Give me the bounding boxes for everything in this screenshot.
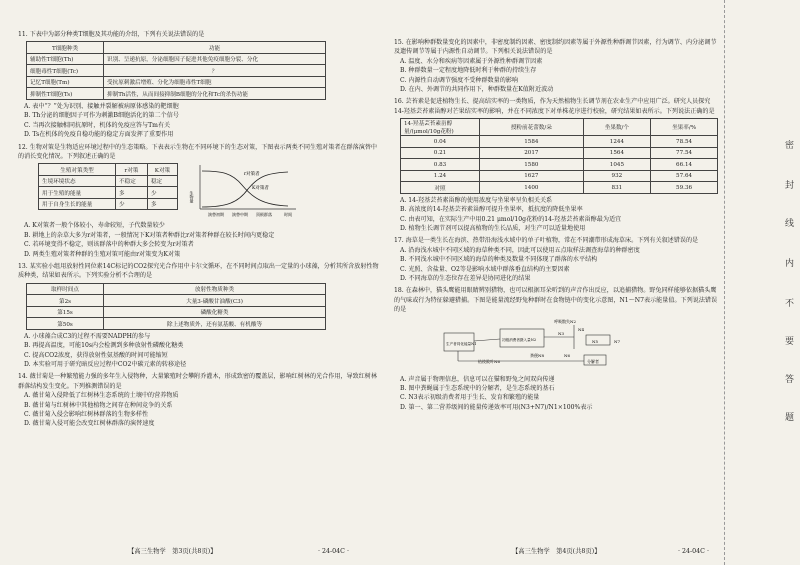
table-cell: 831: [583, 182, 650, 194]
diagram-label: N6: [564, 352, 571, 358]
k-strategy-curve: [202, 172, 288, 207]
graph-xtick: 顶极群落: [256, 212, 272, 218]
diagram-label: 枯枝败叶N6: [478, 358, 501, 364]
table-header: 坐果数/个: [583, 119, 650, 136]
table-cell: 记忆T细胞(Tm): [27, 76, 104, 88]
option-a: A. 薇甘菊入侵降低了红树林生态系统的土壤中的营养物质: [24, 392, 179, 400]
option-c: C. 内源性自动调节强度不受种群数量的影响: [400, 76, 519, 84]
option-d: D. 不同海草的生态位存在差异是协同进化的结果: [400, 275, 531, 282]
question-17-stem: 17. 海草是一类生长在海滨、热带沿海浅水域中的单子叶植物，常在不同潮带形成海草床。下列有关叙述错误的是: [394, 237, 699, 245]
question-15: [394, 38, 718, 94]
option-c: C. 由表可知，在实际生产中用0.21 μmol/10g花粉的14-羟基芸苔素甾醇最为适宜: [400, 215, 622, 223]
table-header: 授粉前花蕾数/朵: [480, 119, 584, 136]
graph-curve-label: K对策者: [252, 186, 269, 192]
table-cell: 1584: [480, 136, 584, 148]
option-a: A. 表中“？”处为识别、接触并裂解被病原体感染的靶细胞: [24, 102, 179, 110]
footer-title: 【高三生物学 第3页(共8页)】: [128, 548, 217, 555]
option-b: B. Th分泌的细胞因子可作为刺激B细胞活化的第二个信号: [24, 112, 179, 120]
table-cell: 0.83: [401, 159, 480, 171]
page-footer-code: [318, 548, 349, 555]
question-11: [18, 30, 380, 140]
option-d: D. 薇甘菊入侵可能会改变红树林群落的演替速度: [24, 420, 155, 428]
diagram-label: N3: [558, 330, 565, 336]
table-cell: 大量3-磷酸甘油酸(C3): [104, 295, 326, 307]
table-header: 功能: [104, 42, 326, 54]
footer-title: 【高三生物学 第4页(共8页)】: [512, 548, 601, 555]
graph-ylabel: 生物量: [189, 191, 195, 204]
diagram-label: N5: [592, 338, 599, 344]
table-cell: 0.04: [401, 136, 480, 148]
margin-mark: 密: [785, 141, 795, 151]
question-16-stem: 16. 芸苔素是促进植物生长、提高结实率的一类物质，作为天然植物生长调节剂在农业生产中应用广泛。研究人员探究14-羟基芸苔素甾醇对芒果结实率的影响，并在不同浓度下对单株花序进行校验，研究结果如表所示。下列说法正确的是: [394, 98, 715, 115]
left-page: [0, 0, 388, 565]
margin-mark: 要: [785, 337, 795, 347]
table-cell: 1564: [583, 147, 650, 159]
page-footer: [128, 546, 217, 555]
margin-mark: 封: [785, 181, 795, 191]
table-header: T细胞种类: [27, 42, 104, 54]
question-16-table: [400, 118, 718, 194]
question-13: [18, 262, 380, 369]
question-18-stem: 18. 在森林中，猫头鹰能用眼睛辨别猎物，也可以根据耳朵听到的声音作出反应，以追捕猎物。野兔同样能够依据猫头鹰的气味或行为特征躲避猎捕。下图是能量流经野兔种群时在食物链中的变化示意图，N1～N7表示能量值。下列说法错误的是: [394, 287, 718, 314]
question-11-stem: 11. 下表中为部分种类T细胞及其功能的介绍，下列有关说法错误的是: [18, 31, 205, 38]
option-c: C. 光照、含盐量、O2等是影响水域中群落垂直结构的主要因素: [400, 265, 570, 273]
option-b: B. 种群数量一定程度地降低时利于种群的持续生存: [400, 67, 537, 75]
energy-flow-diagram: [434, 315, 694, 371]
table-cell: 1045: [583, 159, 650, 171]
table-header: 坐果率/%: [651, 119, 718, 136]
footer-code: · 24-04C ·: [678, 548, 709, 555]
option-a: A. 声音属于物理信息，信息可以在猫和野兔之间双向传递: [400, 375, 555, 383]
diagram-label: N7: [614, 338, 621, 344]
table-cell: 不稳定: [116, 175, 148, 187]
option-d: D. 在内、外调节的共同作用下，种群数量在K值附近波动: [400, 86, 554, 94]
table-cell: 对照: [401, 182, 480, 194]
graph-xtick: 演替初期: [208, 212, 224, 218]
table-cell: 1.24: [401, 170, 480, 182]
question-12-stem: 12. 生物对策是生物适应环境过程中的生态策略。下表表示生物在不同环境下的生态对策，下图表示两类不同生殖对策者在群落演替中的消长变化情况。下列叙述正确的是: [18, 143, 377, 160]
diagram-label: 呼吸散失N2: [554, 318, 577, 324]
question-18: [394, 286, 718, 412]
option-a: A. 温度、水分和疾病等因素属于外源性种群调节因素: [400, 57, 543, 65]
option-c: C. 薇甘菊入侵会影响红树林群落的生物多样性: [24, 411, 149, 419]
option-b: B. 高浓度的14-羟基芸苔素甾醇可提升坐果率，抵抗度的降低坐果率: [400, 206, 583, 214]
table-cell: 少: [116, 198, 148, 210]
question-12: [18, 143, 380, 259]
question-13-stem: 13. 某实验小组用放射性同位素14C标记的CO2探究光合作用中卡尔文循环，在不同时间点取出一定量的小球藻，分析其所含放射性物质种类，结果如表所示。下列实验分析不合理的是: [18, 262, 379, 280]
right-page: [388, 0, 724, 565]
option-c: C. 提高CO2浓度，获得放射性氨基酸的时间可能缩短: [24, 351, 168, 359]
table-cell: 59.36: [651, 182, 718, 194]
option-d: D. 两类生殖对策者种群的生殖对策可能由r对策变为K对策: [24, 250, 181, 258]
question-13-table: [26, 283, 326, 330]
option-b: B. 图中粪蝇属于生态系统中的分解者，是生态系统的基石: [400, 385, 555, 393]
option-a: A. K对策者一般个体较小，寿命较短，子代数量较少: [24, 222, 165, 230]
binding-margin: [724, 0, 800, 565]
option-d: D. 植物生长调节剂可以提高植物的生长品质，对生产可以适量地使用: [400, 224, 586, 232]
option-b: B. 不同浅水城中不同区域的海草的种类及数量不同体现了群落的水平结构: [400, 256, 598, 264]
question-17: [394, 236, 718, 283]
question-11-table: [26, 41, 326, 100]
table-cell: 抑制性T细胞(Ts): [27, 88, 104, 100]
option-c: C. 若环境变得不稳定，则该群落中的种群大多会转变为r对策者: [24, 241, 194, 249]
option-a: A. 沿海浅水城中不同区域的海草种类不同，因此可以使用五点取样法调查海草的种群密度: [400, 246, 640, 254]
table-cell: 第15s: [27, 306, 104, 318]
table-cell: 1580: [480, 159, 584, 171]
table-header: r对策: [116, 164, 148, 176]
graph-xtick: 演替中期: [232, 212, 248, 218]
table-cell: 0.21: [401, 147, 480, 159]
succession-graph: [189, 163, 302, 219]
table-cell: 稳定: [147, 175, 177, 187]
table-cell: ？: [104, 65, 326, 77]
table-cell: 1244: [583, 136, 650, 148]
table-cell: 多: [147, 198, 177, 210]
table-cell: 细胞毒性T细胞(Tc): [27, 65, 104, 77]
table-cell: 1400: [480, 182, 584, 194]
table-header: 生殖对策类型: [39, 164, 116, 176]
table-cell: 932: [583, 170, 650, 182]
question-16: [394, 97, 718, 233]
option-b: B. 薇甘菊与红树林中其他植物之间存在种间竞争的关系: [24, 401, 173, 409]
table-header: 取样时间点: [27, 283, 104, 295]
option-d: D. 本实验可用于研究暗反应过程中CO2中碳元素的转移途径: [24, 361, 187, 368]
question-15-stem: 15. 在影响种群数量变化的因素中，非密度制约因素、密度制约因素等属于外源性种群调节因素，行为调节、内分泌调节及遗传调节等属于内源性自动调节。下列相关说法错误的是: [394, 39, 717, 56]
question-14-stem: 14. 薇甘菊是一种繁殖能力强的多年生入侵物种，大量繁殖时会攀附乔灌木，形成致密的覆盖层，影响红树林的光合作用，导致红树林群落结构发生变化。下列推测错误的是: [18, 373, 377, 390]
table-cell: 除上述物质外，还有氨基酸、有机酸等: [104, 318, 326, 330]
table-cell: 少: [147, 187, 177, 199]
footer-code: · 24-04C ·: [318, 548, 349, 555]
margin-mark: 不: [785, 299, 795, 309]
table-cell: 辅助性T细胞(Th): [27, 53, 104, 65]
table-cell: 66.14: [651, 159, 718, 171]
option-c: C. 当再次接触相同抗原时，机体的免疫应答与Tm有关: [24, 121, 171, 129]
table-cell: 用于生殖的能量: [39, 187, 116, 199]
margin-mark: 线: [785, 219, 795, 229]
table-cell: 生境环境状态: [39, 175, 116, 187]
option-a: A. 小球藻合成C3的过程不需要NADPH的参与: [24, 332, 151, 340]
table-cell: 磷酸化糖类: [104, 306, 326, 318]
option-b: B. 耕地上的杂草大多为r对策者，一般情况下K对策者种群比r对策者种群在较长时间内更稳定: [24, 231, 275, 239]
graph-curve-label: r对策者: [244, 172, 260, 178]
page-footer: [512, 546, 601, 555]
margin-mark: 题: [785, 413, 795, 423]
table-cell: 第2s: [27, 295, 104, 307]
table-cell: 第50s: [27, 318, 104, 330]
table-header: K对策: [147, 164, 177, 176]
margin-mark: 答: [785, 375, 795, 385]
question-12-table: [38, 163, 178, 210]
option-d: D. Ts在机体的免疫自稳功能的稳定方面发挥了重要作用: [24, 131, 174, 139]
table-cell: 1627: [480, 170, 584, 182]
table-cell: 77.54: [651, 147, 718, 159]
diagram-label: 分解者: [587, 358, 599, 364]
table-cell: 受抗原刺激后增殖、分化为细胞毒性T细胞: [104, 76, 326, 88]
option-a: A. 14-羟基芸苔素甾醇的使用浓度与坐果率呈负相关关系: [400, 196, 553, 204]
table-header: 14-羟基芸苔素甾醇量/(μmol/10g花粉): [401, 119, 480, 136]
option-c: C. N3表示初级消费者用于生长、发育和繁殖的能量: [400, 394, 540, 402]
diagram-label: 粪便N8: [530, 352, 545, 358]
margin-mark: 内: [785, 259, 795, 269]
table-cell: 识别、呈递抗原，分泌细胞因子促进其他免疫细胞分裂、分化: [104, 53, 326, 65]
question-14: [18, 372, 380, 428]
table-cell: 多: [116, 187, 148, 199]
table-cell: 用于自身生长的能量: [39, 198, 116, 210]
page-footer-code: [678, 548, 709, 555]
diagram-label: N4: [578, 326, 585, 332]
table-cell: 2017: [480, 147, 584, 159]
option-b: B. 再提高温度，可能10s内会检测到多种放射性磷酸化糖类: [24, 342, 184, 350]
option-d: D. 第一、第二营养级间的能量传递效率可用(N3+N7)/N1×100%表示: [400, 403, 593, 411]
table-cell: 抑制Th活性，从而间接抑制B细胞的分化和Tc的杀伤功能: [104, 88, 326, 100]
table-header: 放射性物质种类: [104, 283, 326, 295]
diagram-label: 生产者同化能量N1: [446, 341, 477, 346]
table-cell: 57.64: [651, 170, 718, 182]
graph-xlabel: 时间: [284, 212, 292, 218]
table-cell: 78.54: [651, 136, 718, 148]
diagram-label: 初级消费者摄入量N2: [502, 337, 537, 342]
